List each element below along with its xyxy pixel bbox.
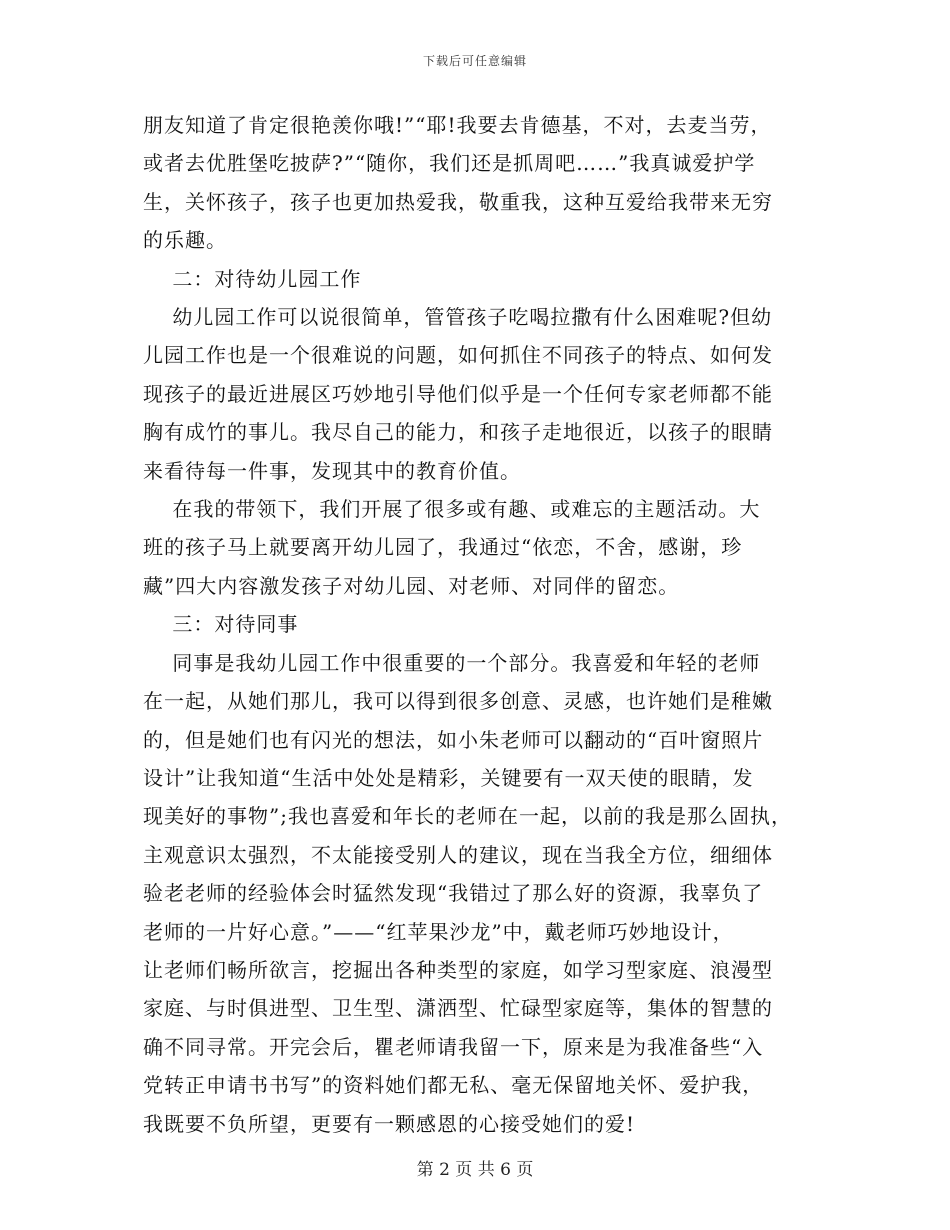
body-line: 确不同寻常。开完会后，瞿老师请我留一下，原来是为我准备些“入 [143,1034,764,1059]
body-line: 老师的一片好心意。”——“红苹果沙龙”中，戴老师巧妙地设计， [143,919,734,944]
body-line: 现美好的事物”;我也喜爱和年长的老师在一起，以前的我是那么固执， [143,804,792,829]
body-line: 主观意识太强烈，不太能接受别人的建议，现在当我全方位，细细体 [143,842,773,867]
body-line: 在我的带领下，我们开展了很多或有趣、或难忘的主题活动。大 [143,497,761,522]
body-line: 同事是我幼儿园工作中很重要的一个部分。我喜爱和年轻的老师 [143,650,761,675]
body-line: 幼儿园工作可以说很简单，管管孩子吃喝拉撒有什么困难呢?但幼 [143,305,773,330]
body-line: 或者去优胜堡吃披萨?”“随你，我们还是抓周吧……”我真诚爱护学 [143,151,756,176]
section-heading: 二：对待幼儿园工作 [143,266,362,291]
section-heading: 三：对待同事 [143,612,299,637]
body-line: 验老老师的经验体会时猛然发现“我错过了那么好的资源，我辜负了 [143,881,764,906]
body-line: 设计”让我知道“生活中处处是精彩，关键要有一双天使的眼睛，发 [143,765,754,790]
body-line: 在一起，从她们那儿，我可以得到很多创意、灵感，也许她们是稚嫩 [143,689,773,714]
body-line: 藏”四大内容激发孩子对幼儿园、对老师、对同伴的留恋。 [143,573,680,598]
body-line: 胸有成竹的事儿。我尽自己的能力，和孩子走地很近，以孩子的眼睛 [143,420,773,445]
body-line: 的乐趣。 [143,228,227,253]
body-line: 朋友知道了肯定很艳羡你哦!”“耶!我要去肯德基，不对，去麦当劳， [143,113,772,137]
body-line: 我既要不负所望，更要有一颗感恩的心接受她们的爱! [143,1111,636,1136]
body-line: 生，关怀孩子，孩子也更加热爱我，敬重我，这种互爱给我带来无穷 [143,189,773,214]
body-line: 班的孩子马上就要离开幼儿园了，我通过“依恋，不舍，感谢，珍 [143,535,743,560]
page-number-footer: 第 2 页 共 6 页 [416,1160,534,1180]
body-line: 儿园工作也是一个很难说的问题，如何抓住不同孩子的特点、如何发 [143,343,773,368]
body-line: 现孩子的最近进展区巧妙地引导他们似乎是一个任何专家老师都不能 [143,381,773,406]
body-line: 的，但是她们也有闪光的想法，如小朱老师可以翻动的“百叶窗照片 [143,727,764,752]
document-body [143,106,813,1143]
body-line: 家庭、与时俱进型、卫生型、潇洒型、忙碌型家庭等，集体的智慧的 [143,996,773,1021]
body-line: 党转正申请书书写”的资料她们都无私、毫无保留地关怀、爱护我， [143,1073,764,1098]
page-header: 下载后可任意编辑 [422,54,527,68]
body-line: 让老师们畅所欲言，挖掘出各种类型的家庭，如学习型家庭、浪漫型 [143,957,773,982]
body-line: 来看待每一件事，发现其中的教育价值。 [143,458,521,483]
